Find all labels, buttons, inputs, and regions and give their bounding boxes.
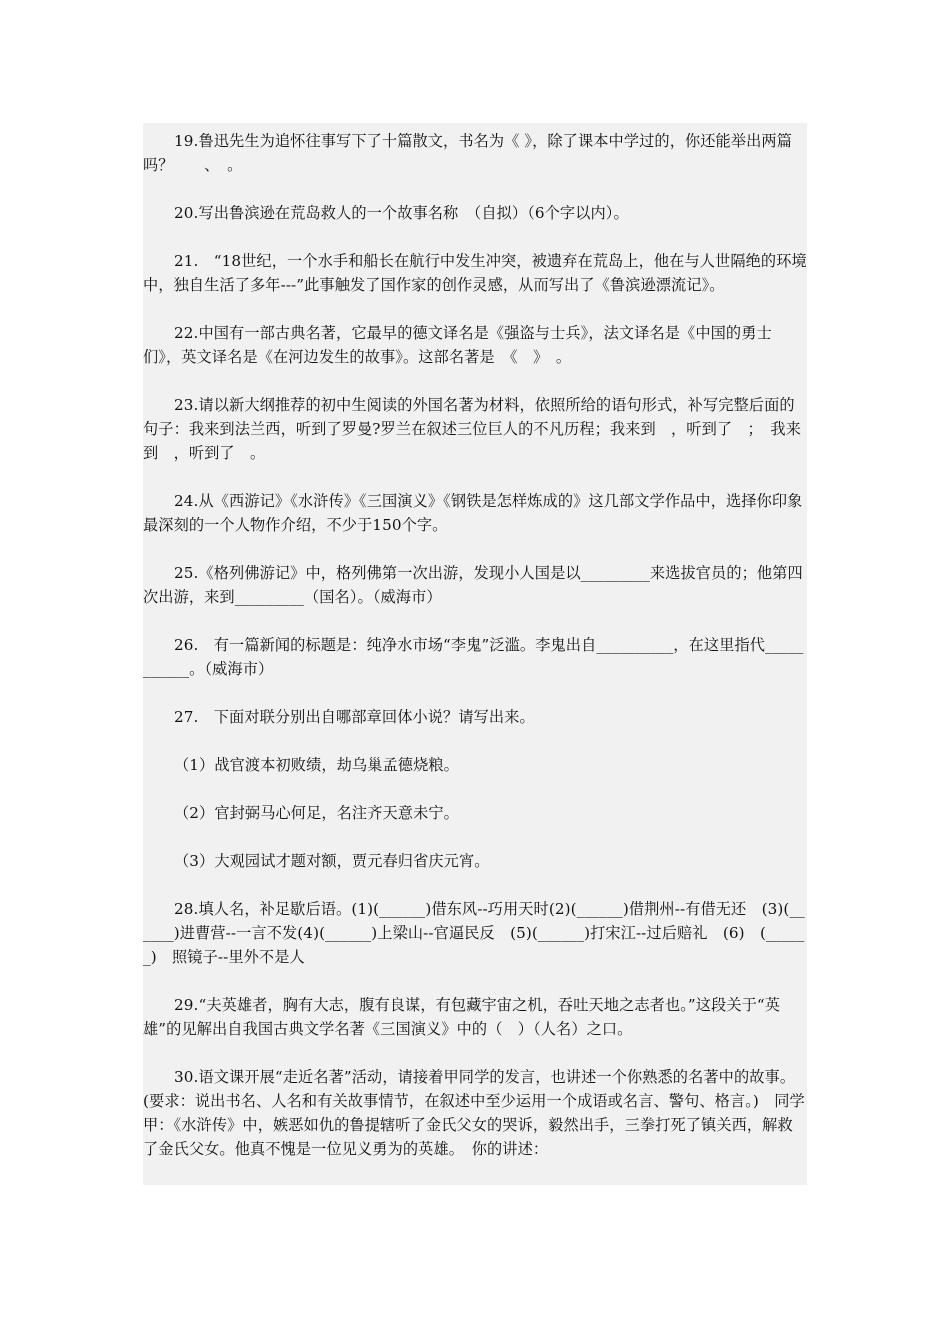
document-page <box>143 123 807 1185</box>
question-26: 26. 有一篇新闻的标题是：纯净水市场“李鬼”泛滥。李鬼出自__________，在这里指代___________。（威海市） <box>143 636 804 678</box>
question-23: 23.请以新大纲推荐的初中生阅读的外国名著为材料，依照所给的语句形式，补写完整后面的句子：我来到法兰西，听到了罗曼?罗兰在叙述三位巨人的不凡历程；我来到 ，听到了 ； 我来到 ，听到了 。 <box>143 396 802 462</box>
question-22: 22.中国有一部古典名著，它最早的德文译名是《强盗与士兵》，法文译名是《中国的勇士们》，英文译名是《在河边发生的故事》。这部名著是 《 》 。 <box>143 324 772 366</box>
question-27-item-2: （2）官封弼马心何足，名注齐天意未宁。 <box>174 804 459 822</box>
question-28: 28.填人名，补足歇后语。(1)(______)借东风--巧用天时(2)(______)借荆州--有借无还 (3)(______)进曹营--一言不发(4)(______)上梁山--官逼民反 (5)(______)打宋江--过后赔礼 (6) (______) 照镜子--里外不是人 <box>143 900 805 966</box>
question-21: 21. “18世纪，一个水手和船长在航行中发生冲突，被遗弃在荒岛上，他在与人世隔绝的环境中，独自生活了多年---”此事触发了国作家的创作灵感，从而写出了《鲁滨逊漂流记》。 <box>143 252 807 294</box>
question-30: 30.语文课开展“走近名著”活动，请接着甲同学的发言，也讲述一个你熟悉的名著中的故事。(要求：说出书名、人名和有关故事情节，在叙述中至少运用一个成语或名言、警句、格言。) 同学甲：《水浒传》中，嫉恶如仇的鲁提辖听了金氏父女的哭诉，毅然出手，三拳打死了镇关西，解救了金氏父女。他真不愧是一位见义勇为的英雄。 你的讲述： <box>143 1068 805 1158</box>
question-25: 25.《格列佛游记》中，格列佛第一次出游，发现小人国是以_________来选拔官员的；他第四次出游，来到_________（国名）。（威海市） <box>143 564 803 606</box>
question-20: 20.写出鲁滨逊在荒岛救人的一个故事名称 （自拟）（6个字以内）。 <box>174 204 629 222</box>
question-27-item-1: （1）战官渡本初败绩，劫乌巢孟德烧粮。 <box>174 756 459 774</box>
question-27: 27. 下面对联分别出自哪部章回体小说？请写出来。 <box>174 708 535 726</box>
question-29: 29.“夫英雄者，胸有大志，腹有良谋，有包藏宇宙之机，吞吐天地之志者也。”这段关于“英雄”的见解出自我国古典文学名著《三国演义》中的（ ）（人名）之口。 <box>143 996 781 1038</box>
question-27-item-3: （3）大观园试才题对额，贾元春归省庆元宵。 <box>174 852 490 870</box>
question-24: 24.从《西游记》《水浒传》《三国演义》《钢铁是怎样炼成的》这几部文学作品中，选择你印象最深刻的一个人物作介绍，不少于150个字。 <box>143 492 803 534</box>
question-19: 19.鲁迅先生为追怀往事写下了十篇散文，书名为《 》，除了课本中学过的，你还能举出两篇吗？ 、 。 <box>143 132 792 174</box>
